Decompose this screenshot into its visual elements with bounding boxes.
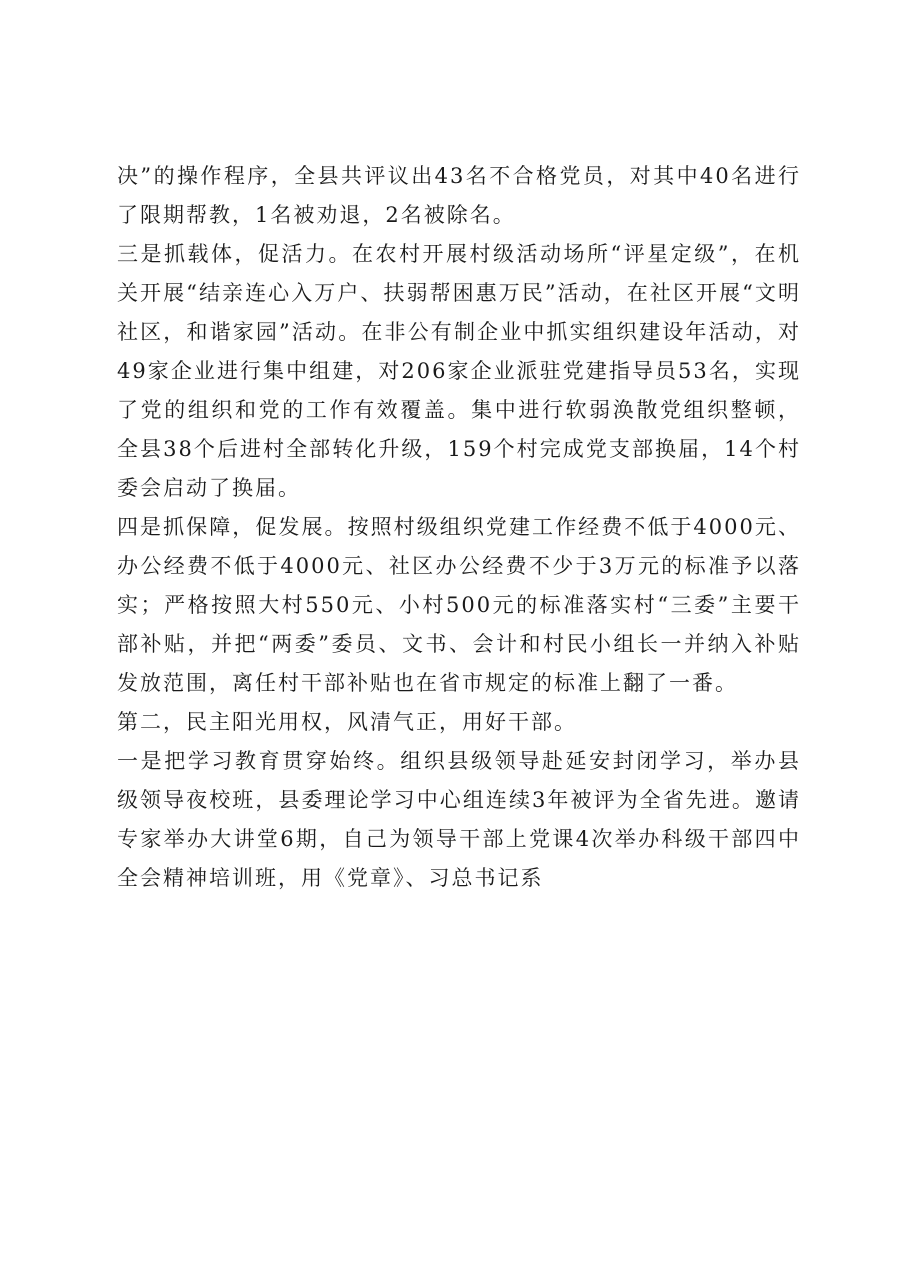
paragraph-continuation: 决”的操作程序，全县共评议出43名不合格党员，对其中40名进行了限期帮教，1名被劝退，2名被除名。: [117, 164, 801, 227]
paragraph-carrier-vitality: 三是抓载体，促活力。在农村开展村级活动场所“评星定级”，在机关开展“结亲连心入万户、扶弱帮困惠万民”活动，在社区开展“文明社区，和谐家园”活动。在非公有制企业中抓实组织建设年活动，对49家企业进行集中组建，对206家企业派驻党建指导员53名，实现了党的组织和党的工作有效覆盖。集中进行软弱涣散党组织整顿，全县38个后进村全部转化升级，159个村完成党支部换届，14个村委会启动了换届。: [117, 242, 801, 500]
section-heading-second: 第二，民主阳光用权，风清气正，用好干部。: [117, 710, 577, 734]
paragraph-study-education: 一是把学习教育贯穿始终。组织县级领导赴延安封闭学习，举办县级领导夜校班，县委理论学习中心组连续3年被评为全省先进。邀请专家举办大讲堂6期，自己为领导干部上党课4次举办科级干部四中全会精神培训班，用《党章》、习总书记系: [117, 749, 801, 890]
paragraph-guarantee-development: 四是抓保障，促发展。按照村级组织党建工作经费不低于4000元、办公经费不低于4000元、社区办公经费不少于3万元的标准予以落实；严格按照大村550元、小村500元的标准落实村“三委”主要干部补贴，并把“两委”委员、文书、会计和村民小组长一并纳入补贴发放范围，离任村干部补贴也在省市规定的标准上翻了一番。: [117, 515, 801, 695]
body-text: [117, 157, 801, 898]
